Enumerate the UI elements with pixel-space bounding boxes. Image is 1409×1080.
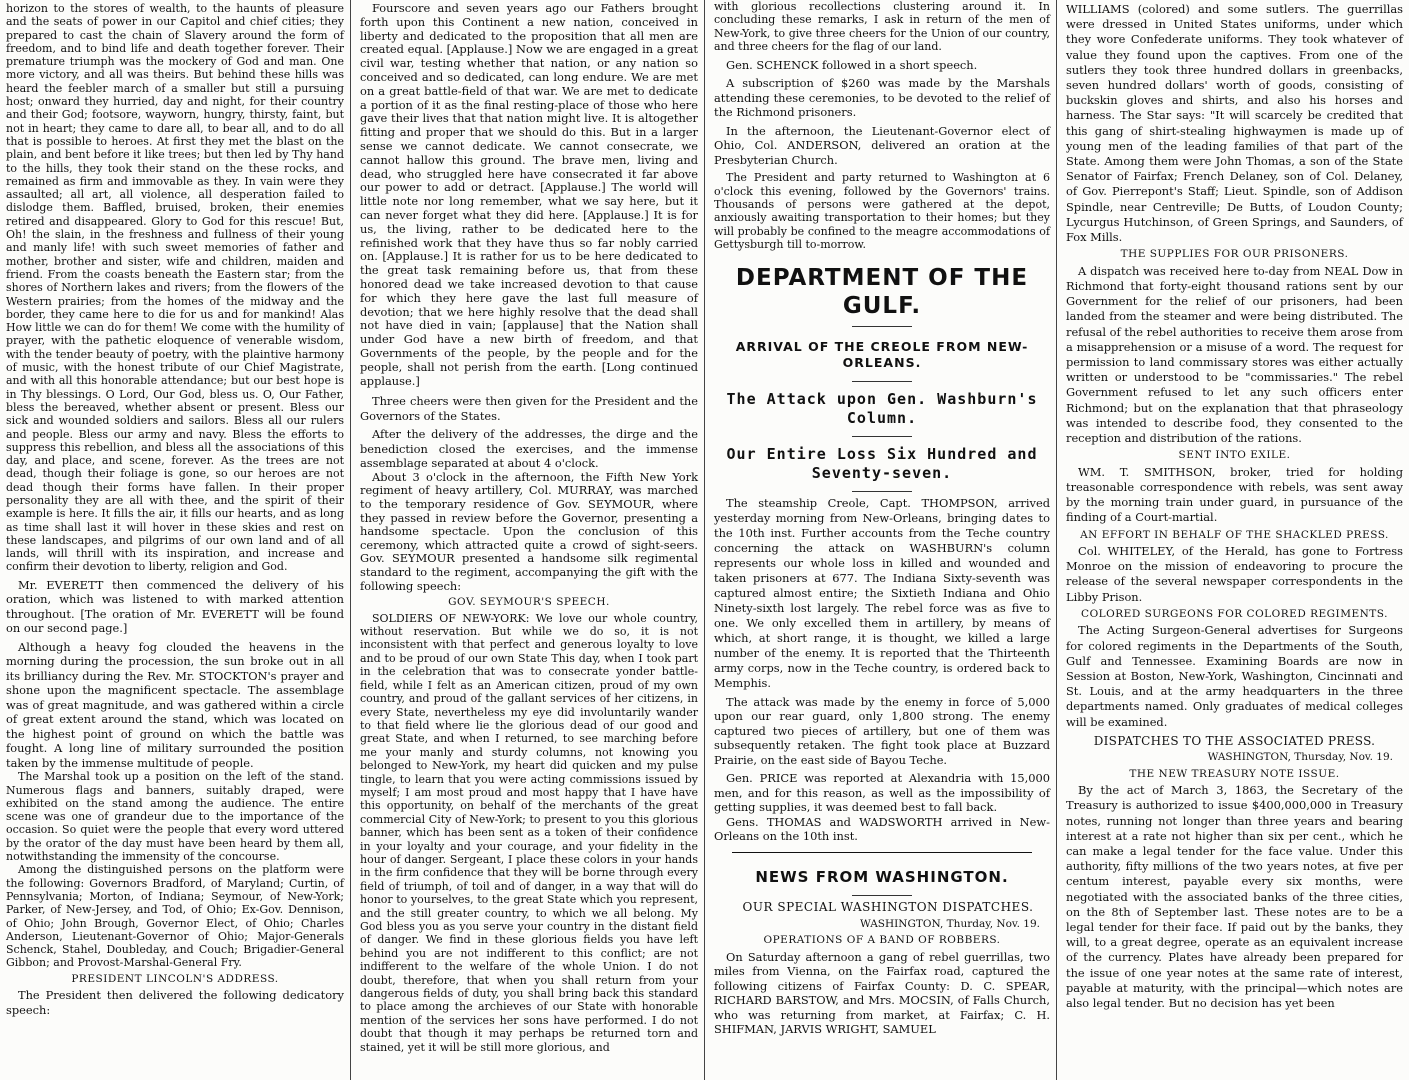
treasury-note-paragraph: By the act of March 3, 1863, the Secretary of the Treasury is authorized to issue $400,000,000 in Treasury notes, running not longer than three years and bearing interest at a rate not higher than six per cent., which he can make a legal tender for the face value. Under this authority, fifty millions of the two years notes, at five per centum interest, payable every six months, were negotiated with the associated banks of the three cities, on the 8th of September last. These notes are to be a legal tender for their face. If paid out by the banks, they will, to a great degree, operate as an equivalent increase of the currency. Plates have already been prepared for the issue of one year notes at the same rate of interest, payable at maturity, with the principal—which notes are also legal tender. But no decision has yet been [1066, 783, 1403, 1011]
rear-guard-attack-paragraph: The attack was made by the enemy in force of 5,000 upon our rear guard, only 1,800 strong. The enemy captured two pieces of artillery, but one of them was subsequently retaken. The fight took place at Buzzard Prairie, on the east side of Bayou Teche. [714, 694, 1050, 767]
guerrillas-paragraph: On Saturday afternoon a gang of rebel guerrillas, two miles from Vienna, on the Fairfax road, captured the following citizens of Fairfax County: D. C. SPEAR, RICHARD BARSTOW, and Mrs. MOCSIN, of Falls Church, who was returning from market, at Fairfax; C. H. SHIFMAN, JARVIS WRIGHT, SAMUEL [714, 949, 1050, 1037]
supplies-paragraph: A dispatch was received here to-day from NEAL Dow in Richmond that forty-eight thousand rations sent by our Government for the relief of our prisoners, had been landed from the steamer and were being distributed. The refusal of the rebel authorities to receive them arose from a misapprehension or a misuse of a word. The request for permission to land commissary stores was either actually written or understood to be "commissaries." The rebel Government refused to let any such officers enter Richmond; but on the explanation that that phraseology was intended to describe food, they consented to the reception and distribution of the rations. [1066, 263, 1404, 445]
column-2 [352, 0, 704, 1080]
schenck-paragraph: Gen. SCHENCK followed in a short speech. [726, 57, 978, 72]
artillery-regiment-paragraph: About 3 o'clock in the afternoon, the Fifth New York regiment of heavy artillery, Col. MURRAY, was marched to the temporary residence of Gov. SEYMOUR, where they passed in review before the Governor, presenting a handsome spectacle. Upon the conclusion of this ceremony, which attracted quite a crowd of sight-seers. Gov. SEYMOUR presented a handsome silk regimental standard to the regiment, accompanying the gift with the following speech: [360, 469, 698, 593]
dirge-paragraph: After the delivery of the addresses, the dirge and the benediction closed the exercises, and the immense assemblage separated at about 4 o'clock. [360, 427, 698, 471]
president-return-paragraph: The President and party returned to Washington at 6 o'clock this evening, followed by the Governors' trains. Thousands of persons were gathered at the depot, anxiously awaiting transportation to their homes; but they will probably be confined to the meagre accommodations of Gettysburgh till to-morrow. [714, 171, 1050, 252]
three-cheers-paragraph: Three cheers were then given for the President and the Governors of the States. [360, 394, 698, 423]
section-divider [732, 852, 1032, 853]
headline-divider [852, 895, 912, 896]
arrival-creole-headline: ARRIVAL OF THE CREOLE FROM NEW-ORLEANS. [735, 338, 1029, 370]
shackled-press-paragraph: Col. WHITELEY, of the Herald, has gone to Fortress Monroe on the mission of endeavoring to procure the release of the several newspaper correspondents in the Libby Prison. [1066, 544, 1403, 604]
dedicatory-speech-intro: The President then delivered the following dedicatory speech: [6, 988, 344, 1017]
lincoln-address-heading: PRESIDENT LINCOLN'S ADDRESS. [71, 972, 279, 985]
dateline: WASHINGTON, Thursday, Nov. 19. [1207, 751, 1393, 764]
headline-divider [852, 381, 912, 382]
exile-paragraph: WM. T. SMITHSON, broker, tried for holding treasonable correspondence with rebels, was sent away by the morning train under guard, in pursuance of the finding of a Court-martial. [1066, 464, 1403, 525]
column-1 [0, 0, 350, 1080]
subscription-paragraph: A subscription of $260 was made by the Marshals attending these ceremonies, to be devoted to the relief of the Richmond prisoners. [714, 76, 1050, 120]
distinguished-persons-paragraph: Among the distinguished persons on the platform were the following: Governors Bradford, of Maryland; Curtin, of Pennsylvania; Morton, of Indiana; Seymour, of New-York; Parker, of New-Jersey, and Tod, of Ohio; Ex-Gov. Dennison, of Ohio; John Brough, Governor Elect, of Ohio; Charles Anderson, Lieutenant-Governor of Ohio; Major-Generals Schenck, Stahel, Doubleday, and Couch; Brigadier-General Gibbon; and Provost-Marshal-General Fry. [6, 863, 344, 970]
everett-paragraph: Mr. EVERETT then commenced the delivery of his oration, which was listened to with marked attention throughout. [The oration of Mr. EVERETT will be found on our second page.] [6, 577, 344, 636]
gettysburg-address-text: Fourscore and seven years ago our Fathers brought forth upon this Continent a new nation, conceived in liberty and dedicated to the proposition that all men are created equal. [Applause.] Now we are engaged in a great civil war, testing whether that nation, or any nation so conceived and so dedicated, can long endure. We are met on a great battle-field of that war. We are met to dedicate a portion of it as the final resting-place of those who here gave their lives that that nation might live. It is altogether fitting and proper that we should do this. But in a larger sense we cannot dedicate. We cannot consecrate, we cannot hallow this ground. The brave men, living and dead, who struggled here have consecrated it far above our power to add or detract. [Applause.] The world will little note nor long remember, what we say here, but it can never forget what they did here. [Applause.] It is for us, the living, rather to be dedicated here to the refinished work that they have thus so far nobly carried on. [Applause.] It is rather for us to be here dedicated to the great task remaining before us, that from these honored dead we take increased devotion to that cause for which they here gave the last full measure of devotion; that we here highly resolve that the dead shall not have died in vain; [applause] that the Nation shall under God have a new birth of freedom, and that Governments of the people, by the people and for the people, shall not perish from the earth. [Long continued applause.] [360, 1, 698, 388]
colored-surgeons-heading: COLORED SURGEONS FOR COLORED REGIMENTS. [1081, 607, 1388, 620]
seymour-speech-text: SOLDIERS OF NEW-YORK: We love our whole country, without reservation. But while we do so, it is not inconsistent with that perfect and generous loyalty to love and to be proud of our own State This day, when I took part in the celebration that was to consecrate yonder battle-field, while I felt as an American citizen, proud of my own country, and proud of the gallant services of her citizens, in every State, nevertheless my eye did involuntarily wander to that field where lie the glorious dead of our good and great State, and when I returned, to see marching before me your manly and sturdy columns, not knowing you belonged to New-York, my heart did quicken and my pulse tingle, to learn that you were acting commissions issued by myself; I am most proud and most happy that I have have this opportunity, on behalf of the merchants of the great commercial City of New-York; to present to you this glorious banner, which has been sent as a token of their confidence in your loyalty and your courage, and your fidelity in the hour of danger. Sergeant, I place these colors in your hands in the firm confidence that they will be borne through every field of triumph, of toil and of danger, in a way that will do honor to yourselves, to the great State which you represent, and the still greater country, to which we all belong. My God bless you as you serve your country in the distant field of danger. We find in these glorious fields you have left behind you are not indifferent to this conflict; are not indifferent to the welfare of the whole Union. I do not doubt, therefore, that when you shall return from your dangerous fields of duty, you shall bring back this standard to place among the archieves of our State with honorable mention of the services her sons have performed. I do not doubt that though it may perhaps be returned torn and stained, yet it will be still more glorious, and [360, 611, 698, 1054]
headline-divider [852, 326, 912, 327]
entire-loss-headline: Our Entire Loss Six Hundred and Seventy-seven. [726, 444, 1038, 482]
prayer-paragraph: horizon to the stores of wealth, to the haunts of pleasure and the seats of power in our Capitol and chief cities; they prepared to cast the chain of Slavery around the form of freedom, and to bind life and death together forever. Their premature triumph was the mockery of God and man. One more victory, and all was theirs. But behind these hills was heard the feebler march of a smaller but still a pursuing host; onward they hurried, day and night, for their country and their God; footsore, wayworn, hungry, thirsty, faint, but not in heart; they came to dare all, to bear all, and to do all that is possible to heroes. At first they met the blast on the plain, and bent before it like trees; but then led by Thy hand to the hills, they took their stand on the these rocks, and remained as firm and immovable as they. In vain were they assaulted; all art, all violence, all desperation failed to dislodge them. Baffled, bruised, broken, their enemies retired and disappeared. Glory to God for this rescue! But, Oh! the slain, in the freshness and fullness of their young and manly life! with such sweet memories of father and mother, brother and sister, wife and children, maiden and friend. From the coasts beneath the Eastern star; from the shores of Northern lakes and rivers; from the flowers of the Western prairies; from the homes of the midway and the border, they came here to die for us and for mankind! Alas How little we can do for them! We come with the humility of prayer, with the pathetic eloquence of venerable wisdom, with the tender beauty of poetry, with the plaintive harmony of music, with the honest tribute of our Chief Magistrate, and with all this honorable attendance; but our best hope is in Thy blessings. O Lord, Our God, bless us. O, Our Father, bless the bereaved, whether absent or present. Bless our sick and wounded soldiers and sailors. Bless all our rulers and people. Bless our army and navy. Bless the efforts to suppress this rebellion, and bless all the associations of this day, and place, and scene, forever. As the trees are not dead, though their foliage is gone, so our heroes are not dead though their forms have fallen. In their proper personality they are all with thee, and the spirit of their example is here. It fills the air, it fills our hearts, and as long as time shall last it will hover in these skies and rest on these landscapes, and pilgrims of our own land and of all lands, will thrill with its inspiration, and increase and confirm their devotion to liberty, religion and God. [6, 2, 344, 574]
column-rule [704, 0, 705, 1080]
headline-divider [852, 436, 912, 437]
colored-surgeons-paragraph: The Acting Surgeon-General advertises for Surgeons for colored regiments in the Departments of the South, Gulf and Tennessee. Examining Boards are now in Session at Boston, New-York, Washington, Cincinnati and St. Louis, and at the army headquarters in the three departments named. Only graduates of medical colleges will be examined. [1066, 623, 1403, 729]
marshal-paragraph: The Marshal took up a position on the left of the stand. Numerous flags and banners, suitably draped, were exhibited on the stand among the audience. The entire scene was one of grandeur due to the importance of the occasion. So quiet were the people that every word uttered by the orator of the day must have been heard by them all, notwithstanding the immensity of the concourse. [6, 770, 344, 864]
robbers-heading: OPERATIONS OF A BAND OF ROBBERS. [763, 934, 1001, 947]
anderson-paragraph: In the afternoon, the Lieutenant-Governor elect of Ohio, Col. ANDERSON, delivered an oration at the Presbyterian Church. [714, 123, 1050, 167]
supplies-heading: THE SUPPLIES FOR OUR PRISONERS. [1120, 248, 1349, 261]
special-dispatches-heading: OUR SPECIAL WASHINGTON DISPATCHES. [742, 899, 1034, 914]
news-from-washington-headline: NEWS FROM WASHINGTON. [755, 867, 1009, 886]
exile-heading: SENT INTO EXILE. [1178, 449, 1291, 462]
attack-washburn-headline: The Attack upon Gen. Washburn's Column. [726, 389, 1038, 427]
gen-price-paragraph: Gen. PRICE was reported at Alexandria with 15,000 men, and for this reason, as well as the impossibility of getting supplies, it was deemed best to fall back. [714, 771, 1050, 815]
seymour-speech-continuation: with glorious recollections clustering around it. In concluding these remarks, I ask in return of the men of New-York, to give three cheers for the Union of our country, and three cheers for the flag of our land. [714, 0, 1050, 54]
column-4 [1058, 0, 1409, 1080]
headline-divider [852, 491, 912, 492]
column-rule [1056, 0, 1057, 1080]
dateline: WASHINGTON, Thurday, Nov. 19. [859, 917, 1040, 930]
column-3 [706, 0, 1056, 1080]
guerrillas-continuation: WILLIAMS (colored) and some sutlers. The guerrillas were dressed in United States uniforms, under which they wore Confederate uniforms. They took whatever of value they found upon the captives. From one of the sutlers they took three hundred dollars in greenbacks, seven hundred dollars' worth of goods, consisting of buckskin gloves and shirts, and also his horses and harness. The Star says: "It will scarcely be credited that this gang of shirt-stealing highwaymen is made up of young men of the leading families of that part of the State. Among them were John Thomas, a son of the State Senator of Fairfax; French Delaney, son of Col. Delaney, of Gov. Pierrepont's Staff; Lieut. Spindle, son of Addison Spindle, near Centreville; De Butts, of Loudon County; Lycurgus Hutchinson, of Green Springs, and Saunders, of Fox Mills. [1066, 2, 1403, 245]
seymour-speech-heading: GOV. SEYMOUR'S SPEECH. [448, 596, 610, 609]
fog-paragraph: Although a heavy fog clouded the heavens in the morning during the procession, the sun broke out in all its brilliancy during the Rev. Mr. STOCKTON's prayer and shone upon the magnificent spectacle. The assemblage was of great magnitude, and was gathered within a circle of great extent around the stand, which was located on the highest point of ground on which the battle was fought. A long line of military surrounded the position taken by the immense multitude of people. [6, 639, 344, 770]
creole-arrival-paragraph: The steamship Creole, Capt. THOMPSON, arrived yesterday morning from New-Orleans, bringing dates to the 10th inst. Further accounts from the Teche country concerning the attack on WASHBURN's column represents our whole loss in killed and wounded and taken prisoners at 677. The Indiana Sixty-seventh was captured almost entire; the Sixtieth Indiana and Ohio Ninety-sixth lost largely. The rebel force was as five to one. We only excelled them in artillery, by means of which, at short range, it is thought, we killed a large number of the enemy. It is reported that the Thirteenth army corps, now in the Teche country, is ordered back to Memphis. [714, 495, 1050, 690]
associated-press-heading: DISPATCHES TO THE ASSOCIATED PRESS. [1093, 733, 1376, 748]
shackled-press-heading: AN EFFORT IN BEHALF OF THE SHACKLED PRESS. [1080, 528, 1389, 541]
department-of-gulf-headline: DEPARTMENT OF THE GULF. [735, 264, 1029, 319]
treasury-note-heading: THE NEW TREASURY NOTE ISSUE. [1129, 767, 1340, 780]
thomas-wadsworth-paragraph: Gens. THOMAS and WADSWORTH arrived in New-Orleans on the 10th inst. [714, 814, 1050, 844]
column-rule [350, 0, 351, 1080]
